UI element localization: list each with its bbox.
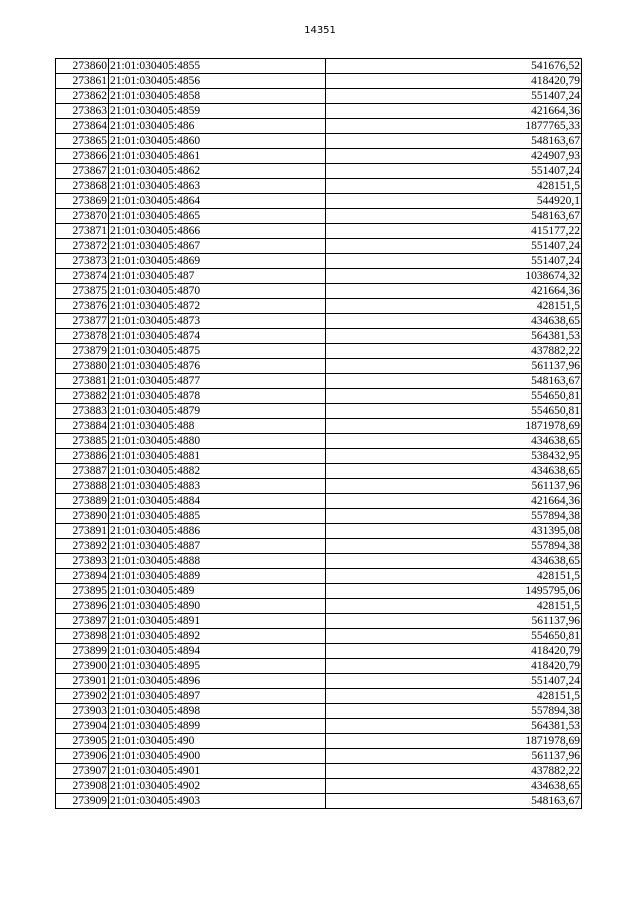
row-number-cell: 273868 <box>56 179 109 194</box>
row-number-cell: 273892 <box>56 539 109 554</box>
cadastral-value-cell: 434638,65 <box>326 464 582 479</box>
table-row <box>56 599 582 614</box>
cadastral-number-cell: 21:01:030405:486 <box>109 119 326 134</box>
table-row <box>56 89 582 104</box>
cadastral-value-cell: 561137,96 <box>326 614 582 629</box>
cadastral-value-cell: 548163,67 <box>326 134 582 149</box>
row-number-cell: 273864 <box>56 119 109 134</box>
cadastral-number-cell: 21:01:030405:4892 <box>109 629 326 644</box>
cadastral-number-cell: 21:01:030405:4864 <box>109 194 326 209</box>
cadastral-number-cell: 21:01:030405:4880 <box>109 434 326 449</box>
cadastral-number-cell: 21:01:030405:4872 <box>109 299 326 314</box>
cadastral-number-cell: 21:01:030405:4898 <box>109 704 326 719</box>
row-number-cell: 273891 <box>56 524 109 539</box>
cadastral-value-cell: 434638,65 <box>326 779 582 794</box>
table-row <box>56 479 582 494</box>
table-row <box>56 194 582 209</box>
table-row <box>56 134 582 149</box>
cadastral-value-cell: 421664,36 <box>326 104 582 119</box>
table-row <box>56 644 582 659</box>
cadastral-value-cell: 557894,38 <box>326 539 582 554</box>
cadastral-number-cell: 21:01:030405:4875 <box>109 344 326 359</box>
cadastral-value-cell: 557894,38 <box>326 509 582 524</box>
table-row <box>56 74 582 89</box>
table-row <box>56 629 582 644</box>
table-row <box>56 329 582 344</box>
table-row <box>56 179 582 194</box>
cadastral-value-cell: 561137,96 <box>326 749 582 764</box>
cadastral-number-cell: 21:01:030405:4881 <box>109 449 326 464</box>
cadastral-number-cell: 21:01:030405:4879 <box>109 404 326 419</box>
table-row <box>56 224 582 239</box>
row-number-cell: 273902 <box>56 689 109 704</box>
table-row <box>56 374 582 389</box>
cadastral-value-cell: 1038674,32 <box>326 269 582 284</box>
table-row <box>56 734 582 749</box>
row-number-cell: 273909 <box>56 794 109 809</box>
row-number-cell: 273907 <box>56 764 109 779</box>
row-number-cell: 273884 <box>56 419 109 434</box>
table-row <box>56 539 582 554</box>
cadastral-number-cell: 21:01:030405:4902 <box>109 779 326 794</box>
cadastral-value-cell: 554650,81 <box>326 404 582 419</box>
cadastral-number-cell: 21:01:030405:4887 <box>109 539 326 554</box>
cadastral-value-cell: 415177,22 <box>326 224 582 239</box>
cadastral-number-cell: 21:01:030405:4903 <box>109 794 326 809</box>
cadastral-number-cell: 21:01:030405:4877 <box>109 374 326 389</box>
row-number-cell: 273870 <box>56 209 109 224</box>
cadastral-value-cell: 1877765,33 <box>326 119 582 134</box>
cadastral-number-cell: 21:01:030405:4890 <box>109 599 326 614</box>
cadastral-number-cell: 21:01:030405:4885 <box>109 509 326 524</box>
cadastral-value-cell: 1871978,69 <box>326 734 582 749</box>
cadastral-value-cell: 428151,5 <box>326 689 582 704</box>
table-row <box>56 254 582 269</box>
row-number-cell: 273872 <box>56 239 109 254</box>
table-row <box>56 614 582 629</box>
cadastral-value-cell: 551407,24 <box>326 674 582 689</box>
cadastral-value-cell: 557894,38 <box>326 704 582 719</box>
cadastral-number-cell: 21:01:030405:4896 <box>109 674 326 689</box>
cadastral-value-cell: 418420,79 <box>326 74 582 89</box>
row-number-cell: 273877 <box>56 314 109 329</box>
cadastral-value-cell: 437882,22 <box>326 344 582 359</box>
row-number-cell: 273880 <box>56 359 109 374</box>
row-number-cell: 273895 <box>56 584 109 599</box>
cadastral-number-cell: 21:01:030405:4889 <box>109 569 326 584</box>
row-number-cell: 273886 <box>56 449 109 464</box>
table-row <box>56 389 582 404</box>
row-number-cell: 273876 <box>56 299 109 314</box>
row-number-cell: 273901 <box>56 674 109 689</box>
cadastral-number-cell: 21:01:030405:4876 <box>109 359 326 374</box>
row-number-cell: 273861 <box>56 74 109 89</box>
cadastral-value-cell: 428151,5 <box>326 179 582 194</box>
table-row <box>56 464 582 479</box>
row-number-cell: 273871 <box>56 224 109 239</box>
cadastral-value-cell: 538432,95 <box>326 449 582 464</box>
cadastral-number-cell: 21:01:030405:4863 <box>109 179 326 194</box>
cadastral-value-cell: 437882,22 <box>326 764 582 779</box>
cadastral-number-cell: 21:01:030405:4901 <box>109 764 326 779</box>
row-number-cell: 273906 <box>56 749 109 764</box>
table-body <box>56 59 582 809</box>
row-number-cell: 273869 <box>56 194 109 209</box>
row-number-cell: 273882 <box>56 389 109 404</box>
table-row <box>56 344 582 359</box>
cadastral-value-cell: 548163,67 <box>326 209 582 224</box>
row-number-cell: 273860 <box>56 59 109 74</box>
cadastral-number-cell: 21:01:030405:4856 <box>109 74 326 89</box>
cadastral-number-cell: 21:01:030405:4866 <box>109 224 326 239</box>
cadastral-number-cell: 21:01:030405:490 <box>109 734 326 749</box>
cadastral-number-cell: 21:01:030405:4858 <box>109 89 326 104</box>
cadastral-number-cell: 21:01:030405:4882 <box>109 464 326 479</box>
cadastral-value-cell: 434638,65 <box>326 554 582 569</box>
cadastral-number-cell: 21:01:030405:4878 <box>109 389 326 404</box>
cadastral-number-cell: 21:01:030405:4894 <box>109 644 326 659</box>
cadastral-number-cell: 21:01:030405:4865 <box>109 209 326 224</box>
cadastral-value-cell: 428151,5 <box>326 299 582 314</box>
table-row <box>56 584 582 599</box>
row-number-cell: 273866 <box>56 149 109 164</box>
cadastral-value-cell: 418420,79 <box>326 659 582 674</box>
cadastral-value-cell: 554650,81 <box>326 389 582 404</box>
cadastral-value-cell: 544920,1 <box>326 194 582 209</box>
cadastral-value-cell: 434638,65 <box>326 314 582 329</box>
row-number-cell: 273894 <box>56 569 109 584</box>
cadastral-value-cell: 1871978,69 <box>326 419 582 434</box>
cadastral-number-cell: 21:01:030405:4867 <box>109 239 326 254</box>
table-row <box>56 719 582 734</box>
table-row <box>56 794 582 809</box>
row-number-cell: 273881 <box>56 374 109 389</box>
row-number-cell: 273875 <box>56 284 109 299</box>
row-number-cell: 273888 <box>56 479 109 494</box>
cadastral-number-cell: 21:01:030405:4870 <box>109 284 326 299</box>
row-number-cell: 273879 <box>56 344 109 359</box>
row-number-cell: 273889 <box>56 494 109 509</box>
cadastral-number-cell: 21:01:030405:4888 <box>109 554 326 569</box>
cadastral-number-cell: 21:01:030405:4886 <box>109 524 326 539</box>
cadastral-number-cell: 21:01:030405:4895 <box>109 659 326 674</box>
table-row <box>56 314 582 329</box>
table-row <box>56 419 582 434</box>
cadastral-number-cell: 21:01:030405:487 <box>109 269 326 284</box>
cadastral-value-cell: 564381,53 <box>326 329 582 344</box>
cadastral-number-cell: 21:01:030405:4861 <box>109 149 326 164</box>
row-number-cell: 273878 <box>56 329 109 344</box>
row-number-cell: 273862 <box>56 89 109 104</box>
table-row <box>56 554 582 569</box>
row-number-cell: 273900 <box>56 659 109 674</box>
cadastral-value-cell: 1495795,06 <box>326 584 582 599</box>
cadastral-number-cell: 21:01:030405:4897 <box>109 689 326 704</box>
cadastral-value-cell: 551407,24 <box>326 89 582 104</box>
row-number-cell: 273898 <box>56 629 109 644</box>
row-number-cell: 273908 <box>56 779 109 794</box>
cadastral-value-cell: 561137,96 <box>326 359 582 374</box>
cadastral-value-cell: 564381,53 <box>326 719 582 734</box>
cadastral-number-cell: 21:01:030405:488 <box>109 419 326 434</box>
table-row <box>56 449 582 464</box>
table-row <box>56 359 582 374</box>
row-number-cell: 273896 <box>56 599 109 614</box>
cadastral-value-cell: 421664,36 <box>326 284 582 299</box>
cadastral-number-cell: 21:01:030405:4862 <box>109 164 326 179</box>
row-number-cell: 273904 <box>56 719 109 734</box>
table-row <box>56 299 582 314</box>
row-number-cell: 273890 <box>56 509 109 524</box>
table-row <box>56 209 582 224</box>
row-number-cell: 273883 <box>56 404 109 419</box>
cadastral-value-cell: 561137,96 <box>326 479 582 494</box>
table-row <box>56 434 582 449</box>
table-row <box>56 494 582 509</box>
cadastral-value-cell: 548163,67 <box>326 794 582 809</box>
table-row <box>56 749 582 764</box>
table-row <box>56 269 582 284</box>
table-row <box>56 59 582 74</box>
table-row <box>56 524 582 539</box>
cadastral-number-cell: 21:01:030405:4873 <box>109 314 326 329</box>
cadastral-number-cell: 21:01:030405:4891 <box>109 614 326 629</box>
cadastral-number-cell: 21:01:030405:4859 <box>109 104 326 119</box>
cadastral-value-cell: 548163,67 <box>326 374 582 389</box>
cadastral-value-cell: 428151,5 <box>326 599 582 614</box>
cadastral-value-cell: 428151,5 <box>326 569 582 584</box>
table-row <box>56 284 582 299</box>
row-number-cell: 273863 <box>56 104 109 119</box>
cadastral-value-cell: 434638,65 <box>326 434 582 449</box>
row-number-cell: 273903 <box>56 704 109 719</box>
table-row <box>56 404 582 419</box>
cadastral-number-cell: 21:01:030405:4899 <box>109 719 326 734</box>
table-row <box>56 104 582 119</box>
cadastral-number-cell: 21:01:030405:4900 <box>109 749 326 764</box>
cadastral-value-cell: 424907,93 <box>326 149 582 164</box>
cadastral-value-cell: 431395,08 <box>326 524 582 539</box>
table-row <box>56 659 582 674</box>
table-row <box>56 509 582 524</box>
row-number-cell: 273874 <box>56 269 109 284</box>
row-number-cell: 273899 <box>56 644 109 659</box>
cadastral-value-table <box>55 58 582 809</box>
row-number-cell: 273893 <box>56 554 109 569</box>
cadastral-number-cell: 21:01:030405:4869 <box>109 254 326 269</box>
cadastral-value-cell: 551407,24 <box>326 254 582 269</box>
cadastral-number-cell: 21:01:030405:4860 <box>109 134 326 149</box>
row-number-cell: 273905 <box>56 734 109 749</box>
row-number-cell: 273885 <box>56 434 109 449</box>
page-number: 14351 <box>304 25 336 36</box>
table-row <box>56 689 582 704</box>
table-row <box>56 119 582 134</box>
cadastral-number-cell: 21:01:030405:4855 <box>109 59 326 74</box>
table-row <box>56 779 582 794</box>
table-row <box>56 164 582 179</box>
cadastral-value-cell: 554650,81 <box>326 629 582 644</box>
row-number-cell: 273887 <box>56 464 109 479</box>
cadastral-number-cell: 21:01:030405:4874 <box>109 329 326 344</box>
row-number-cell: 273865 <box>56 134 109 149</box>
cadastral-number-cell: 21:01:030405:489 <box>109 584 326 599</box>
cadastral-value-cell: 541676,52 <box>326 59 582 74</box>
table-row <box>56 239 582 254</box>
cadastral-value-cell: 421664,36 <box>326 494 582 509</box>
cadastral-value-cell: 551407,24 <box>326 239 582 254</box>
table-row <box>56 149 582 164</box>
row-number-cell: 273897 <box>56 614 109 629</box>
cadastral-number-cell: 21:01:030405:4883 <box>109 479 326 494</box>
table-row <box>56 569 582 584</box>
row-number-cell: 273867 <box>56 164 109 179</box>
table-row <box>56 674 582 689</box>
cadastral-number-cell: 21:01:030405:4884 <box>109 494 326 509</box>
cadastral-value-cell: 551407,24 <box>326 164 582 179</box>
cadastral-value-cell: 418420,79 <box>326 644 582 659</box>
table-row <box>56 704 582 719</box>
row-number-cell: 273873 <box>56 254 109 269</box>
table-row <box>56 764 582 779</box>
